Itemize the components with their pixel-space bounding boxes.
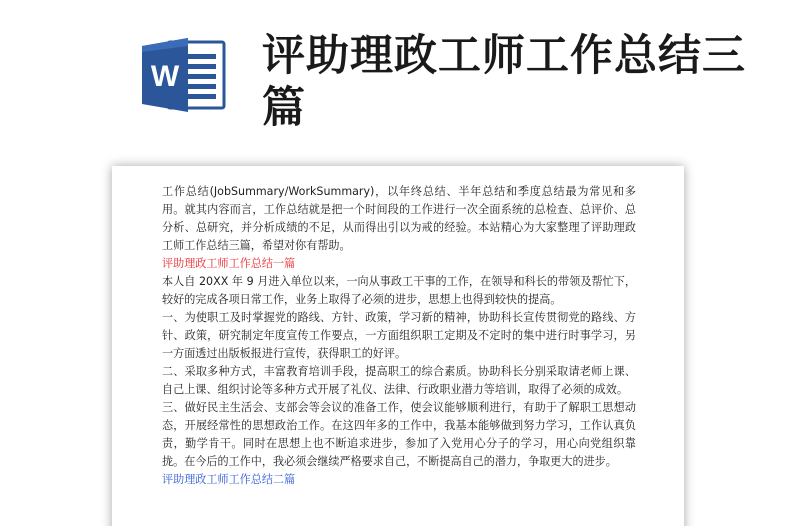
document-body	[162, 183, 636, 489]
document-sheet	[112, 166, 684, 526]
word-icon-letter: W	[150, 60, 180, 93]
intro-paragraph: 工作总结(JobSummary/WorkSummary)，以年终总结、半年总结和季度总结最为常见和多用。就其内容而言，工作总结就是把一个时间段的工作进行一次全面系统的总检查、总评价、总分析、总研究，并分析成绩的不足，从而得出引以为戒的经验。本站精心为大家整理了评助理政工师工作总结三篇，希望对你有帮助。	[162, 185, 636, 252]
word-document-icon	[138, 34, 230, 116]
word-icon-graphic	[138, 34, 230, 116]
section-heading-2[interactable]: 评助理政工师工作总结二篇	[162, 473, 296, 486]
body-paragraph: 一、为使职工及时掌握党的路线、方针、政策，学习新的精神，协助科长宣传贯彻党的路线、方针、政策，研究制定年度宣传工作要点，一方面组织职工定期及不定时的集中进行时事学习，另一方面透过出版板报进行宣传，获得职工的好评。	[162, 311, 636, 360]
page-title: 评助理政工师工作总结三篇	[262, 31, 746, 133]
body-paragraph: 二、采取多种方式，丰富教育培训手段，提高职工的综合素质。协助科长分别采取请老师上课、自己上课、组织讨论等多种方式开展了礼仪、法律、行政职业潜力等培训，取得了必须的成效。	[162, 365, 636, 396]
section-heading-1[interactable]: 评助理政工师工作总结一篇	[162, 257, 296, 270]
body-paragraph: 三、做好民主生活会、支部会等会议的准备工作，使会议能够顺利进行，有助于了解职工思想动态，开展经常性的思想政治工作。在这四年多的工作中，我基本能够做到努力学习，工作认真负责，勤学肯干。同时在思想上也不断追求进步，参加了入党用心分子的学习，用心向党组织靠拢。在今后的工作中，我必须会继续严格要求自己，不断提高自己的潜力，争取更大的进步。	[162, 401, 636, 468]
body-paragraph: 本人自 20XX 年 9 月进入单位以来，一向从事政工干事的工作，在领导和科长的带领及帮忙下，较好的完成各项日常工作，业务上取得了必须的进步，思想上也得到较快的提高。	[162, 275, 636, 306]
